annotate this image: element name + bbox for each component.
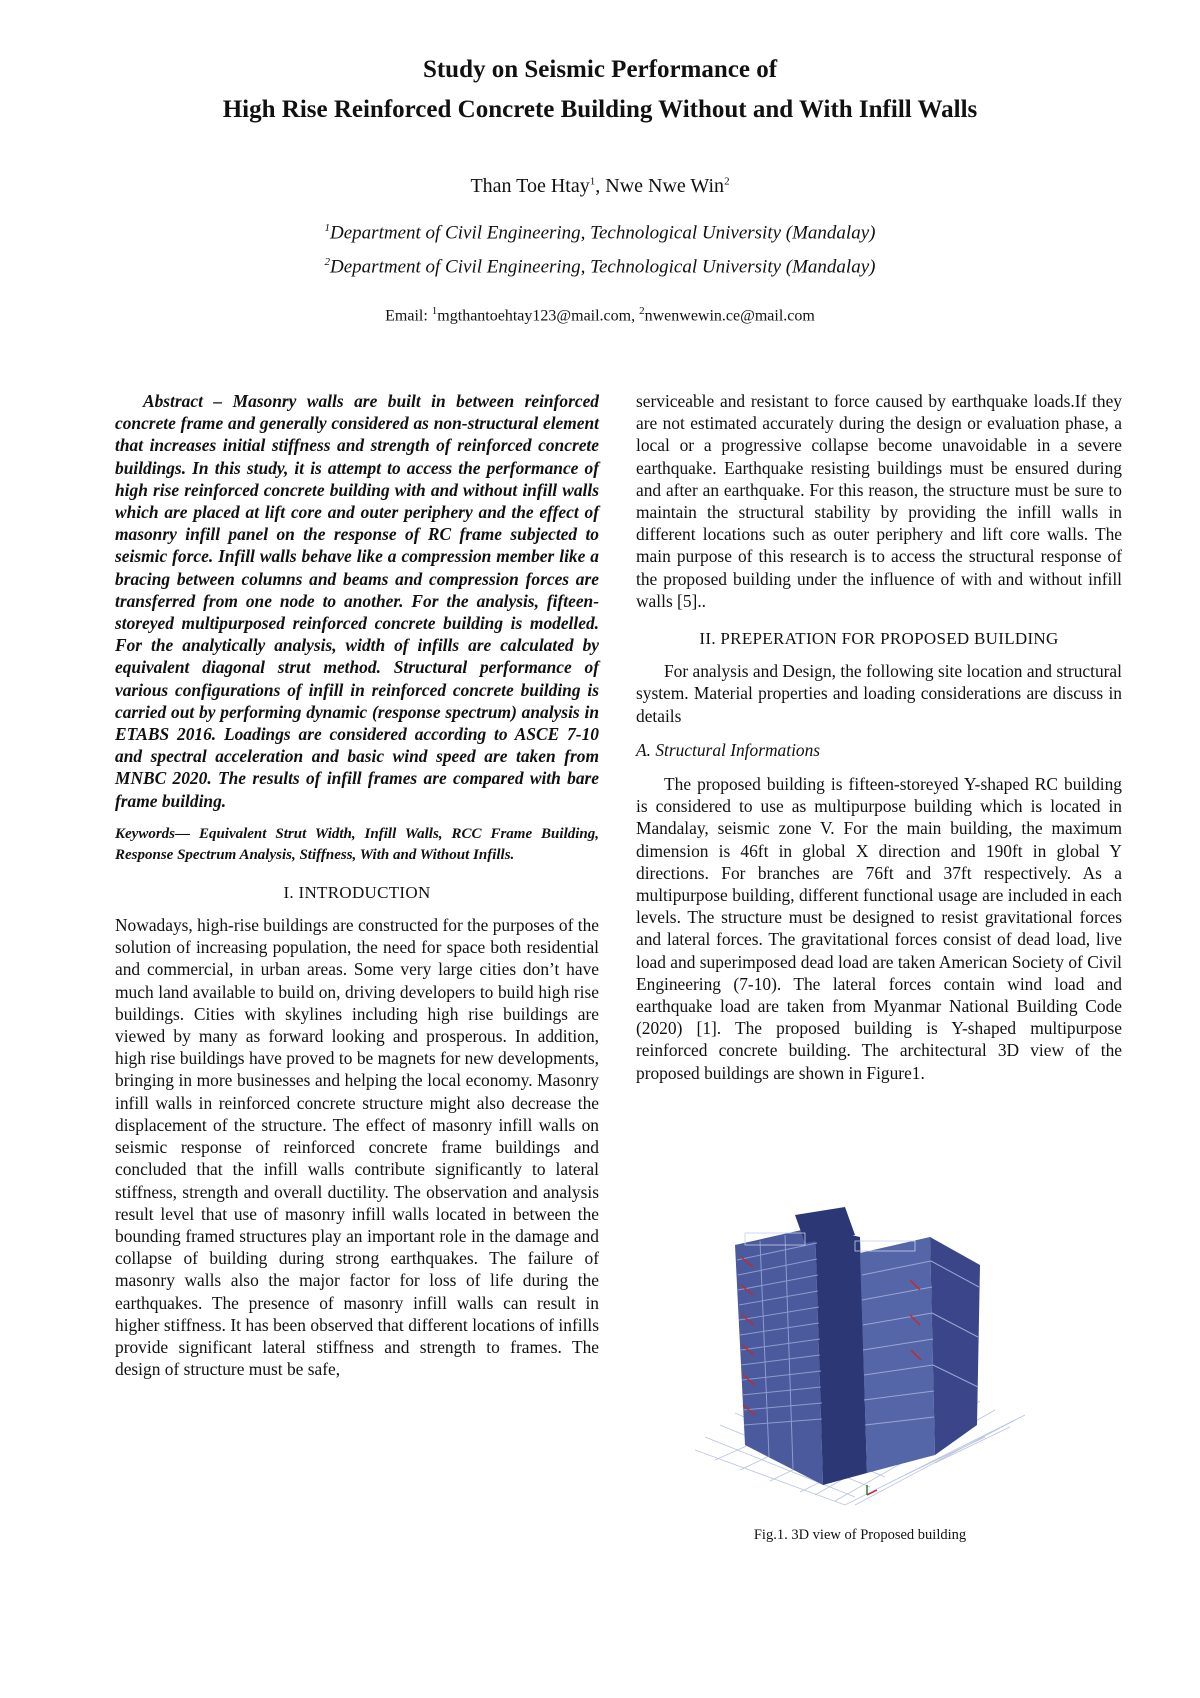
author-2: Nwe Nwe Win — [605, 175, 725, 197]
email-separator: , — [631, 307, 640, 325]
right-column — [636, 390, 1122, 1084]
building-side-wing — [860, 1237, 980, 1473]
introduction-continued: serviceable and resistant to force caused by earthquake loads.If they are not estimated accurately during the design or evaluation phase, a local or a progressive collapse become unavoidable in a severe earthquake. Earthquake resisting buildings must be ensured during and after an earthquake. For this reason, the structure must be sure to maintain the structural stability by providing the infill walls in different locations such as outer periphery and lift core walls. The main purpose of this research is to access the structural response of the proposed building under the influence of with and without infill walls [5].. — [636, 391, 1122, 611]
subsection-heading-structural-info: A. Structural Informations — [636, 739, 821, 760]
paper-title-line1: Study on Seismic Performance of — [422, 56, 778, 83]
author-1: Than Toe Htay — [470, 175, 590, 197]
introduction-text: Nowadays, high-rise buildings are constructed for the purposes of the solution of increasing population, the need for space both residential and commercial, in urban areas. Some very large cities don’t have much land available to build on, driving developers to build high rise buildings. Cities with skylines including high rise buildings are viewed by many as forward looking and prosperous. In addition, high rise buildings have proved to be magnets for new developments, bringing in more businesses and helping the local economy. Masonry infill walls in reinforced concrete structure might also decrease the displacement of the structure. The effect of masonry infill walls on seismic response of reinforced concrete frame buildings and concluded that the infill walls contribute significantly to lateral stiffness, strength and overall ductility. The observation and analysis result level that use of masonry infill walls located in between the bounding framed structures play an important role in the damage and collapse of building during strong earthquakes. The failure of masonry walls also the major factor for loss of life during the earthquakes. The presence of masonry infill walls can result in higher stiffness. It has been observed that different locations of infills provide significant lateral stiffness and strength to frames. The design of structure must be safe, — [115, 915, 599, 1380]
affiliation-1-sup: 1 — [324, 222, 331, 234]
structural-info-text: The proposed building is fifteen-storeyed Y-shaped RC building is considered to use as multipurpose building which is located in Mandalay, seismic zone V. For the main building, the maximum dimension is 46ft in global X direction and 190ft in global Y directions. For branches are 76ft and 37ft respectively. As a multipurpose building, different functional usage are included in each levels. The structure must be designed to resist gravitational forces and lateral forces. The gravitational forces consist of dead load, live load and superimposed dead load are taken American Society of Civil Engineering (7-10). The lateral forces contain wind load and earthquake load are taken from Myanmar National Building Code (2020) [1]. The proposed building is Y-shaped multipurpose reinforced concrete building. The architectural 3D view of the proposed buildings are shown in Figure1. — [636, 774, 1122, 1083]
section-heading-preparation: II. PREPERATION FOR PROPOSED BUILDING — [699, 629, 1059, 649]
affiliation-2-text: Department of Civil Engineering, Technological University (Mandalay) — [330, 256, 876, 278]
abstract: Abstract – Masonry walls are built in between reinforced concrete frame and generally considered as non-structural element that increases initial stiffness and strength of reinforced concrete buildings. In this study, it is attempt to access the performance of high rise reinforced concrete building with and without infill walls which are placed at lift core and outer periphery and the effect of masonry infill panel on the response of RC frame subjected to seismic force. Infill walls behave like a compression member like a bracing between columns and beams and compression forces are transferred from one node to another. For the analysis, fifteen-storeyed multipurposed reinforced concrete building is modelled. For the analytically analysis, width of infills are calculated by equivalent diagonal strut method. Structural performance of various configurations of infill in reinforced concrete building is carried out by performing dynamic (response spectrum) analysis in ETABS 2016. Loadings are considered according to ASCE 7-10 and spectral acceleration and basic wind speed are taken from MNBC 2020. The results of infill frames are compared with bare frame building. — [115, 391, 599, 811]
keywords: Keywords— Equivalent Strut Width, Infill Walls, RCC Frame Building, Response Spectrum Analysis, Stiffness, With and Without Infills. — [115, 825, 599, 863]
affiliation-1 — [0, 222, 1200, 244]
email-1-sup: 1 — [431, 305, 438, 317]
email-link-1[interactable]: mgthantoehtay123@mail.com — [437, 307, 632, 325]
affiliation-2-sup: 2 — [324, 256, 331, 268]
building-main-wing — [735, 1227, 867, 1485]
author-separator: , — [595, 175, 606, 197]
authors — [0, 175, 1200, 198]
section2-intro: For analysis and Design, the following site location and structural system. Material properties and loading considerations are discuss in details — [636, 661, 1122, 726]
affiliation-2 — [0, 256, 1200, 278]
affiliation-1-text: Department of Civil Engineering, Technological University (Mandalay) — [330, 222, 876, 244]
email-link-2[interactable]: nwenwewin.ce@mail.com — [644, 307, 815, 325]
author-1-sup: 1 — [589, 175, 596, 188]
building-3d-figure — [695, 1205, 1025, 1515]
author-2-sup: 2 — [724, 175, 730, 188]
section-heading-introduction: I. INTRODUCTION — [283, 882, 431, 902]
paper-title-line2: High Rise Reinforced Concrete Building Without and With Infill Walls — [222, 96, 978, 123]
email-line — [0, 305, 1200, 325]
email-2-sup: 2 — [639, 305, 645, 317]
figure-caption: Fig.1. 3D view of Proposed building — [753, 1527, 967, 1543]
left-column — [115, 390, 599, 1380]
email-prefix: Email: — [385, 307, 432, 325]
